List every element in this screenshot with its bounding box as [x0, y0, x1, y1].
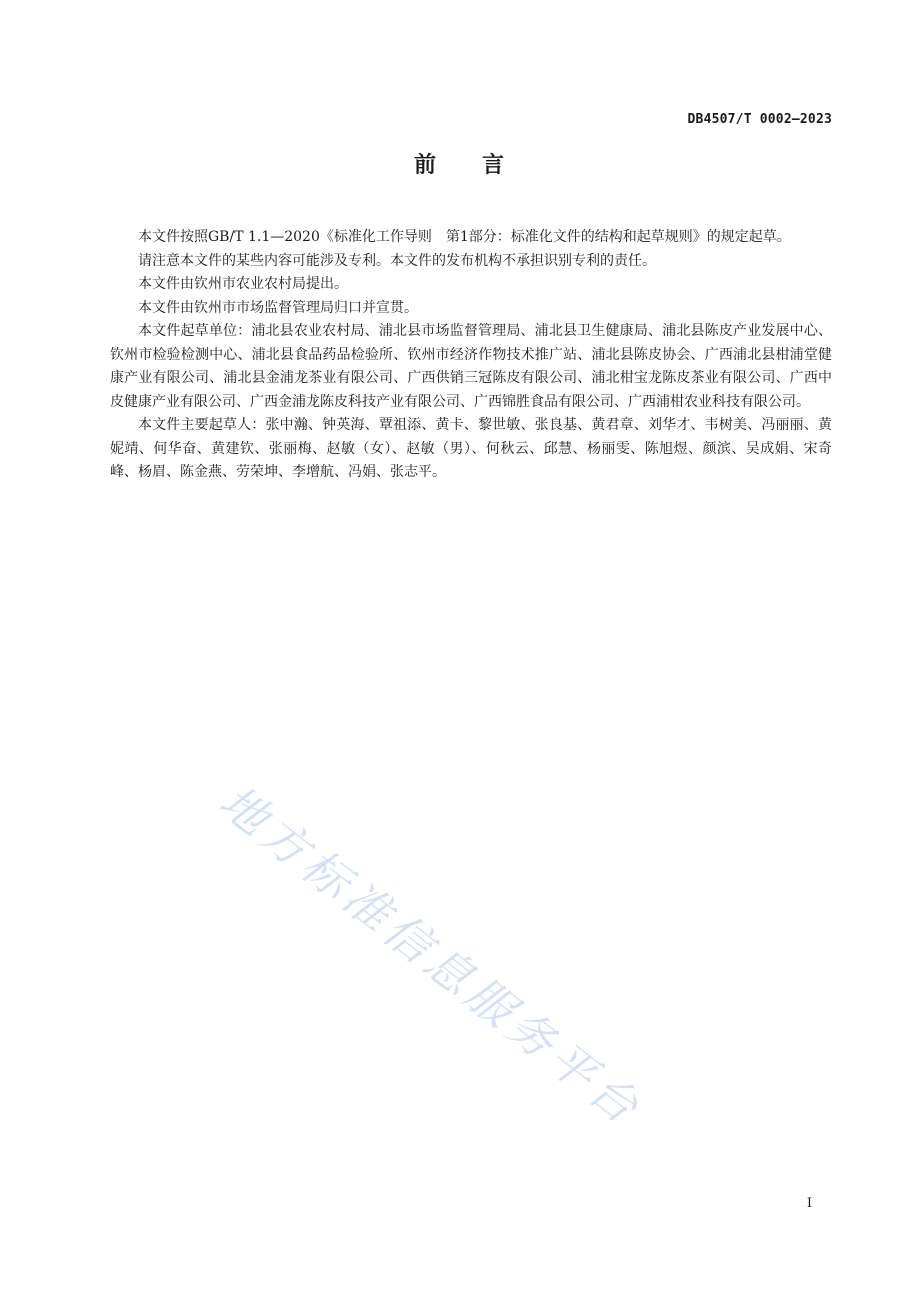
page-number: I — [806, 1196, 812, 1211]
watermark: 地方标准信息服务平台 — [209, 774, 653, 1137]
foreword-body — [110, 226, 832, 485]
title-char-1: 前 — [413, 153, 438, 178]
paragraph-patent-notice: 请注意本文件的某些内容可能涉及专利。本文件的发布机构不承担识别专利的责任。 — [138, 252, 656, 269]
paragraph-drafting-rules: 本文件按照GB/T 1.1—2020《标准化工作导则 第1部分：标准化文件的结构和起草规则》的规定起草。 — [138, 229, 791, 245]
paragraph-drafting-units: 本文件起草单位：浦北县农业农村局、浦北县市场监督管理局、浦北县卫生健康局、浦北县陈皮产业发展中心、钦州市检验检测中心、浦北县食品药品检验所、钦州市经济作物技术推广站、浦北县陈皮协会、广西浦北县柑浦堂健康产业有限公司、浦北县金浦龙茶业有限公司、广西供销三冠陈皮有限公司、浦北柑宝龙陈皮茶业有限公司、广西中皮健康产业有限公司、广西金浦龙陈皮科技产业有限公司、广西锦胜食品有限公司、广西浦柑农业科技有限公司。 — [110, 323, 832, 410]
document-code: DB4507/T 0002—2023 — [687, 112, 832, 127]
paragraph-administrator: 本文件由钦州市市场监督管理局归口并宣贯。 — [138, 299, 418, 316]
page-title — [0, 148, 920, 179]
paragraph-drafters: 本文件主要起草人：张中瀚、钟英海、覃祖添、黄卡、黎世敏、张良基、黄君章、刘华才、韦树美、冯丽丽、黄妮靖、何华奋、黄建钦、张丽梅、赵敏（女）、赵敏（男）、何秋云、邱慧、杨丽雯、陈旭煜、颜滨、吴成娟、宋奇峰、杨眉、陈金燕、劳荣坤、李增航、冯娟、张志平。 — [110, 417, 832, 480]
paragraph-proposer: 本文件由钦州市农业农村局提出。 — [138, 276, 348, 292]
title-char-2: 言 — [482, 153, 507, 178]
